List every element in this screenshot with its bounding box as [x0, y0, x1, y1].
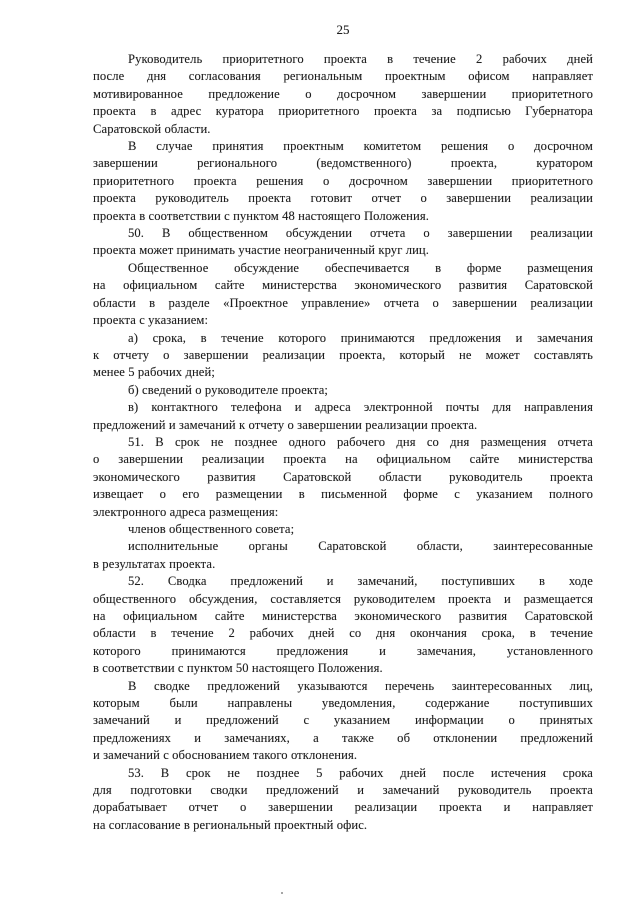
text-line: извещает о его размещении в письменной форме с указанием полного	[93, 487, 593, 502]
text-line: которого принимаются предложения и замечания, установленного	[93, 643, 593, 658]
text-line: Общественное обсуждение обеспечивается в форме размещения	[128, 260, 593, 275]
paragraph	[93, 573, 593, 677]
text-line: замечаний и предложений с указанием информации о принятых	[93, 713, 593, 728]
text-line: проекта в соответствии с пунктом 48 настоящего Положения.	[93, 208, 429, 223]
page-number: 25	[336, 22, 350, 37]
text-line: Саратовской области.	[93, 121, 211, 136]
text-line: общественного обсуждения, составляется руководителем проекта и размещается	[93, 591, 593, 606]
scan-speck	[281, 892, 283, 894]
text-line: в соответствии с пунктом 50 настоящего Положения.	[93, 661, 383, 676]
paragraph	[93, 538, 593, 573]
paragraph	[93, 138, 593, 225]
paragraph	[93, 225, 593, 260]
text-line: В случае принятия проектным комитетом решения о досрочном	[128, 139, 593, 154]
text-line: приоритетного проекта решения о досрочном завершении приоритетного	[93, 173, 593, 188]
text-line: 52. Сводка предложений и замечаний, поступивших в ходе	[128, 574, 593, 589]
paragraph	[93, 51, 593, 138]
text-line: и замечаний с обоснованием такого отклонения.	[93, 748, 358, 763]
text-line: б) сведений о руководителе проекта;	[128, 382, 328, 397]
text-line: для подготовки сводки предложений и замечаний руководитель проекта	[93, 783, 593, 798]
text-line: дорабатывает отчет о завершении реализации проекта и направляет	[93, 800, 593, 815]
text-line: в) контактного телефона и адреса электронной почты для направления	[128, 400, 593, 415]
text-line: предложений и замечаний к отчету о завершении реализации проекта.	[93, 417, 478, 432]
paragraph	[93, 382, 593, 399]
text-line: проекта руководитель проекта готовит отчет о завершении реализации	[93, 191, 593, 206]
text-line: области в течение 2 рабочих дней со дня окончания срока, в течение	[93, 626, 593, 641]
paragraph	[93, 399, 593, 434]
text-line: мотивированное предложение о досрочном завершении приоритетного	[93, 86, 593, 101]
document-body	[93, 51, 593, 834]
paragraph	[93, 678, 593, 765]
text-line: после дня согласования региональным проектным офисом направляет	[93, 69, 593, 84]
text-line: проекта в адрес куратора приоритетного проекта за подписью Губернатора	[93, 104, 593, 119]
text-line: на согласование в региональный проектный офис.	[93, 817, 368, 832]
text-line: 53. В срок не позднее 5 рабочих дней после истечения срока	[128, 765, 593, 780]
text-line: предложениях и замечаниях, а также об отклонении предложений	[93, 730, 593, 745]
paragraph	[93, 260, 593, 330]
text-line: менее 5 рабочих дней;	[93, 365, 215, 380]
paragraph	[93, 434, 593, 521]
text-line: о завершении реализации проекта на официальном сайте министерства	[93, 452, 593, 467]
text-line: на официальном сайте министерства экономического развития Саратовской	[93, 609, 593, 623]
text-line: завершении регионального (ведомственного) проекта, куратором	[93, 156, 593, 171]
text-line: членов общественного совета;	[128, 521, 295, 536]
text-line: проекта с указанием:	[93, 313, 209, 328]
text-line: 50. В общественном обсуждении отчета о завершении реализации	[128, 226, 593, 241]
text-line: проекта может принимать участие неограниченный круг лиц.	[93, 243, 430, 258]
text-line: на официальном сайте министерства экономического развития Саратовской	[93, 278, 593, 293]
paragraph	[93, 765, 593, 835]
text-line: которым были направлены уведомления, содержание поступивших	[93, 696, 593, 711]
text-line: в результатах проекта.	[93, 556, 216, 571]
paragraph	[93, 330, 593, 382]
text-line: Руководитель приоритетного проекта в течение 2 рабочих дней	[128, 52, 593, 66]
text-line: области в разделе «Проектное управление» отчета о завершении реализации	[93, 295, 593, 310]
text-line: В сводке предложений указываются перечень заинтересованных лиц,	[128, 678, 593, 693]
text-line: 51. В срок не позднее одного рабочего дня со дня размещения отчета	[128, 434, 593, 449]
text-line: электронного адреса размещения:	[93, 504, 279, 519]
text-line: а) срока, в течение которого принимаются предложения и замечания	[128, 330, 593, 345]
paragraph	[93, 521, 593, 538]
text-line: к отчету о завершении реализации проекта, который не может составлять	[93, 347, 593, 362]
text-line: экономического развития Саратовской области руководитель проекта	[93, 469, 593, 484]
text-line: исполнительные органы Саратовской области, заинтересованные	[128, 539, 593, 554]
